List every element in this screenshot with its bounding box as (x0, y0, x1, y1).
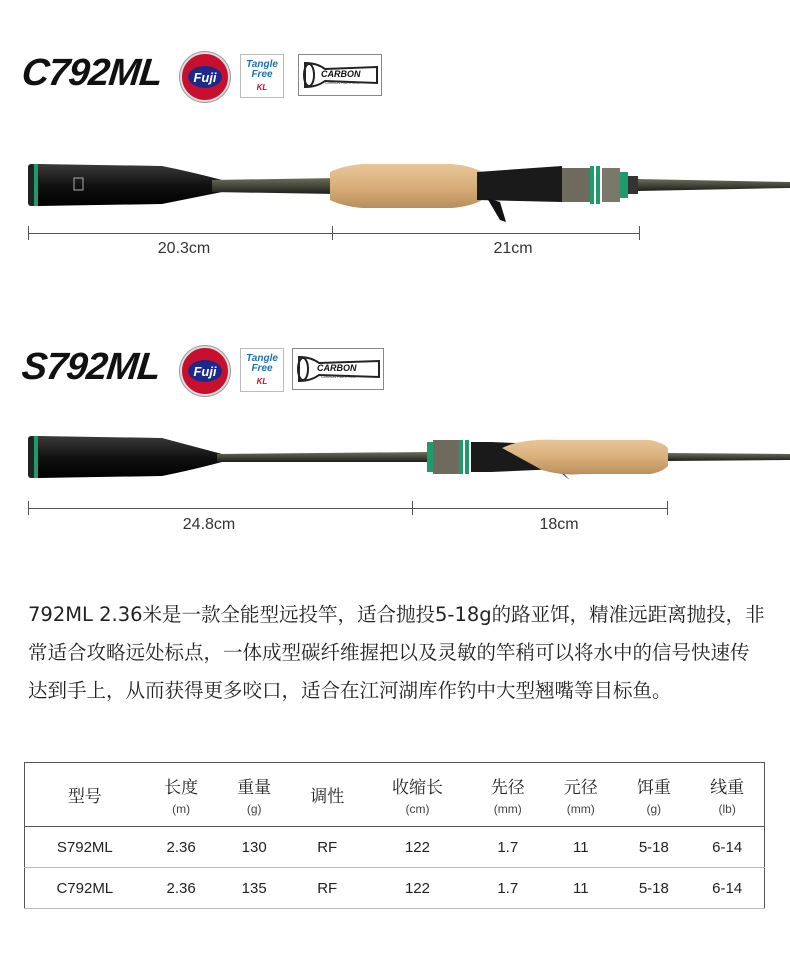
header-model: 型号 (67, 787, 102, 807)
table-cell: 11 (573, 879, 589, 897)
spinning-measure-line (28, 508, 668, 509)
carbon-logo-text: CARBON (321, 69, 361, 79)
table-cell: 122 (404, 879, 430, 897)
carbon-grip-logo (298, 54, 382, 96)
product-description: 792ML 2.36米是一款全能型远投竿，适合抛投5-18g的路亚饵，精准远距离抛投，非常适合攻略远处标点，一体成型碳纤维握把以及灵敏的竿稍可以将水中的信号快速传达到手上，从而获得更多咬口，适合在江河湖库作钓中大型翘嘴等目标鱼。 (28, 603, 765, 702)
casting-model-title: C792ML (19, 52, 164, 94)
header-tip-diameter: 先径 (mm) (490, 778, 525, 816)
table-cell: 2.36 (166, 879, 196, 897)
table-cell: 130 (241, 838, 267, 856)
tangle-logo-sub: KL (256, 376, 268, 386)
spinning-measure-tick (667, 501, 668, 515)
table-cell: 5-18 (638, 838, 669, 856)
carbon-grip-icon (299, 55, 381, 95)
spinning-measure-tick (412, 501, 413, 515)
header-lure-weight: 饵重 (g) (636, 778, 671, 816)
spinning-front-grip-length: 18cm (539, 516, 579, 533)
table-cell: 135 (241, 879, 267, 897)
header-action: 调性 (310, 787, 345, 807)
carbon-grip-icon (293, 349, 383, 389)
fuji-logo (180, 346, 230, 396)
header-line-weight: 线重 (lb) (710, 778, 745, 816)
table-cell: 2.36 (166, 838, 196, 856)
table-cell: 11 (573, 838, 589, 856)
table-cell: S792ML (56, 838, 113, 856)
fuji-logo (180, 52, 230, 102)
header-weight: 重量 (g) (237, 778, 272, 816)
carbon-logo-sub: CARBON FIBER GRIP (321, 375, 357, 379)
header-butt-diameter: 元径 (mm) (563, 778, 598, 816)
carbon-logo-text: CARBON (317, 363, 357, 373)
header-closed-length: 收缩长 (cm) (391, 778, 443, 816)
casting-measure-line (28, 233, 640, 234)
table-cell: 122 (404, 838, 430, 856)
tangle-logo-sub: KL (256, 82, 268, 92)
carbon-logo-sub: CARBON FIBER GRIP (325, 81, 361, 85)
carbon-grip-logo (292, 348, 384, 390)
casting-measure-tick (28, 226, 29, 240)
casting-front-grip-length: 21cm (493, 240, 533, 257)
spinning-measure-tick (28, 501, 29, 515)
tangle-logo-line2: Free (251, 68, 273, 80)
tangle-free-logo (240, 348, 284, 392)
casting-rear-grip-length: 20.3cm (157, 240, 211, 257)
spinning-model-title: S792ML (19, 346, 162, 388)
table-row (25, 868, 765, 909)
casting-measure-tick (332, 226, 333, 240)
fuji-logo-text: Fuji (188, 66, 222, 88)
spec-table-header-row (25, 763, 765, 827)
casting-measure-tick (639, 226, 640, 240)
table-row (25, 827, 765, 868)
spinning-rod-image (22, 424, 790, 494)
spinning-rear-grip-length: 24.8cm (182, 516, 236, 533)
fuji-logo-text: Fuji (188, 360, 222, 382)
table-cell: C792ML (56, 879, 114, 897)
table-cell: RF (317, 838, 338, 856)
table-cell: 1.7 (497, 838, 519, 856)
tangle-logo-line1: Tangle (246, 58, 278, 70)
table-cell: 6-14 (712, 838, 743, 856)
spec-table (24, 762, 765, 909)
table-cell: 6-14 (712, 879, 743, 897)
table-cell: RF (317, 879, 338, 897)
casting-rod-image (22, 150, 790, 230)
table-cell: 5-18 (638, 879, 669, 897)
tangle-logo-line1: Tangle (246, 352, 278, 364)
tangle-logo-line2: Free (251, 362, 273, 374)
table-cell: 1.7 (497, 879, 519, 897)
header-length: 长度 (m) (164, 778, 199, 816)
tangle-free-logo (240, 54, 284, 98)
